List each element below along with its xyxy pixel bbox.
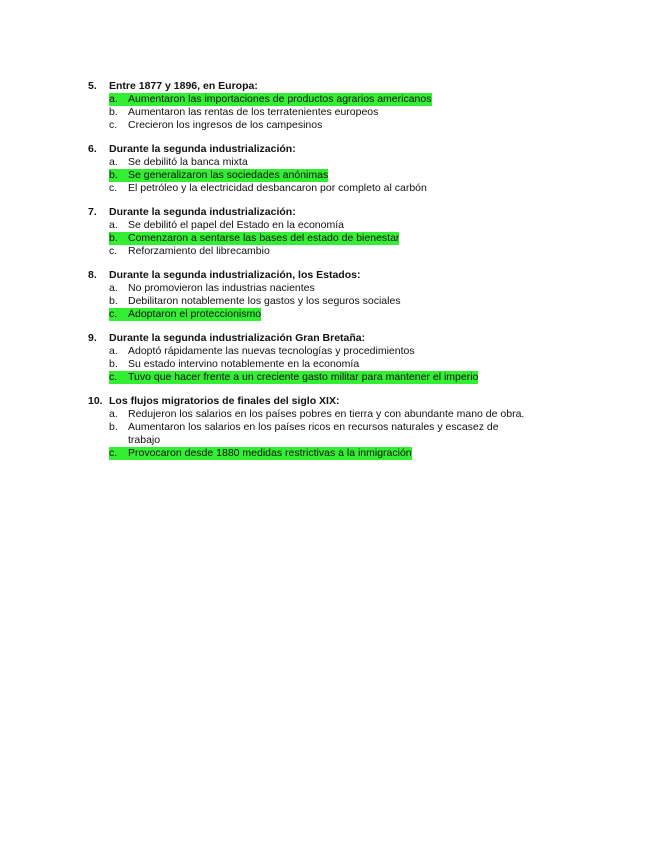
answer-option [109, 156, 528, 169]
quiz-question [88, 395, 528, 460]
option-text: Crecieron los ingresos de los campesinos [128, 119, 323, 131]
option-letter: b. [109, 421, 118, 433]
option-text: Se debilitó el papel del Estado en la economía [128, 219, 344, 231]
option-text: Provocaron desde 1880 medidas restrictivas a la inmigración [128, 447, 412, 459]
question-text: Durante la segunda industrialización: [109, 143, 296, 155]
answer-option-highlighted [109, 447, 528, 460]
option-text: Comenzaron a sentarse las bases del estado de bienestar [128, 232, 400, 244]
answer-option [109, 245, 528, 258]
option-letter: a. [109, 93, 118, 105]
option-letter: a. [109, 345, 118, 357]
answer-option-highlighted [109, 169, 528, 182]
question-title [88, 269, 528, 282]
answer-option [109, 295, 528, 308]
quiz-question-list [88, 80, 528, 471]
answer-option [109, 119, 528, 132]
answer-option-highlighted [109, 232, 528, 245]
answer-option [109, 408, 528, 421]
option-letter: c. [109, 182, 118, 194]
option-letter: c. [109, 119, 118, 131]
option-letter: a. [109, 156, 118, 168]
option-text: Tuvo que hacer frente a un creciente gasto militar para mantener el imperio [128, 371, 479, 383]
quiz-question [88, 143, 528, 195]
question-number: 9. [88, 332, 97, 344]
answer-option [109, 421, 528, 447]
answer-option [109, 358, 528, 371]
question-text: Durante la segunda industrialización, los Estados: [109, 269, 361, 281]
answer-option [109, 219, 528, 232]
option-text: Reforzamiento del librecambio [128, 245, 270, 257]
option-text: Aumentaron las importaciones de productos agrarios americanos [128, 93, 432, 105]
question-title [88, 395, 528, 408]
quiz-question [88, 269, 528, 321]
option-text: Se debilitó la banca mixta [128, 156, 248, 168]
question-text: Durante la segunda industrialización Gran Bretaña: [109, 332, 366, 344]
option-letter: b. [109, 232, 118, 244]
answer-option [109, 106, 528, 119]
option-text: Aumentaron las rentas de los terratenientes europeos [128, 106, 379, 118]
question-title [88, 80, 528, 93]
option-letter: a. [109, 282, 118, 294]
option-text: Adoptó rápidamente las nuevas tecnologías y procedimientos [128, 345, 415, 357]
option-text: Aumentaron los salarios en los países ricos en recursos naturales y escasez de trabajo [128, 421, 499, 446]
option-letter: b. [109, 106, 118, 118]
option-letter: b. [109, 295, 118, 307]
option-text: Adoptaron el proteccionismo [128, 308, 262, 320]
option-letter: c. [109, 447, 118, 459]
option-letter: b. [109, 358, 118, 370]
answer-option-highlighted [109, 93, 528, 106]
option-letter: c. [109, 308, 118, 320]
option-letter: a. [109, 408, 118, 420]
answer-option-highlighted [109, 371, 528, 384]
question-text: Entre 1877 y 1896, en Europa: [109, 80, 258, 92]
quiz-question [88, 332, 528, 384]
option-letter: a. [109, 219, 118, 231]
option-text: Debilitaron notablemente los gastos y los seguros sociales [128, 295, 401, 307]
question-title [88, 332, 528, 345]
option-letter: c. [109, 245, 118, 257]
question-number: 10. [88, 395, 103, 407]
option-text: Se generalizaron las sociedades anónimas [128, 169, 329, 181]
question-number: 6. [88, 143, 97, 155]
quiz-question [88, 80, 528, 132]
option-letter: c. [109, 371, 118, 383]
option-text: El petróleo y la electricidad desbancaron por completo al carbón [128, 182, 427, 194]
option-text: Redujeron los salarios en los países pobres en tierra y con abundante mano de obra. [128, 408, 525, 420]
question-number: 5. [88, 80, 97, 92]
question-number: 8. [88, 269, 97, 281]
question-text: Los flujos migratorios de finales del siglo XIX: [109, 395, 340, 407]
option-text: Su estado intervino notablemente en la economía [128, 358, 360, 370]
answer-option [109, 282, 528, 295]
question-title [88, 143, 528, 156]
quiz-question [88, 206, 528, 258]
option-letter: b. [109, 169, 118, 181]
answer-option [109, 345, 528, 358]
question-text: Durante la segunda industrialización: [109, 206, 296, 218]
answer-option-highlighted [109, 308, 528, 321]
question-title [88, 206, 528, 219]
option-text: No promovieron las industrias nacientes [128, 282, 315, 294]
answer-option [109, 182, 528, 195]
question-number: 7. [88, 206, 97, 218]
